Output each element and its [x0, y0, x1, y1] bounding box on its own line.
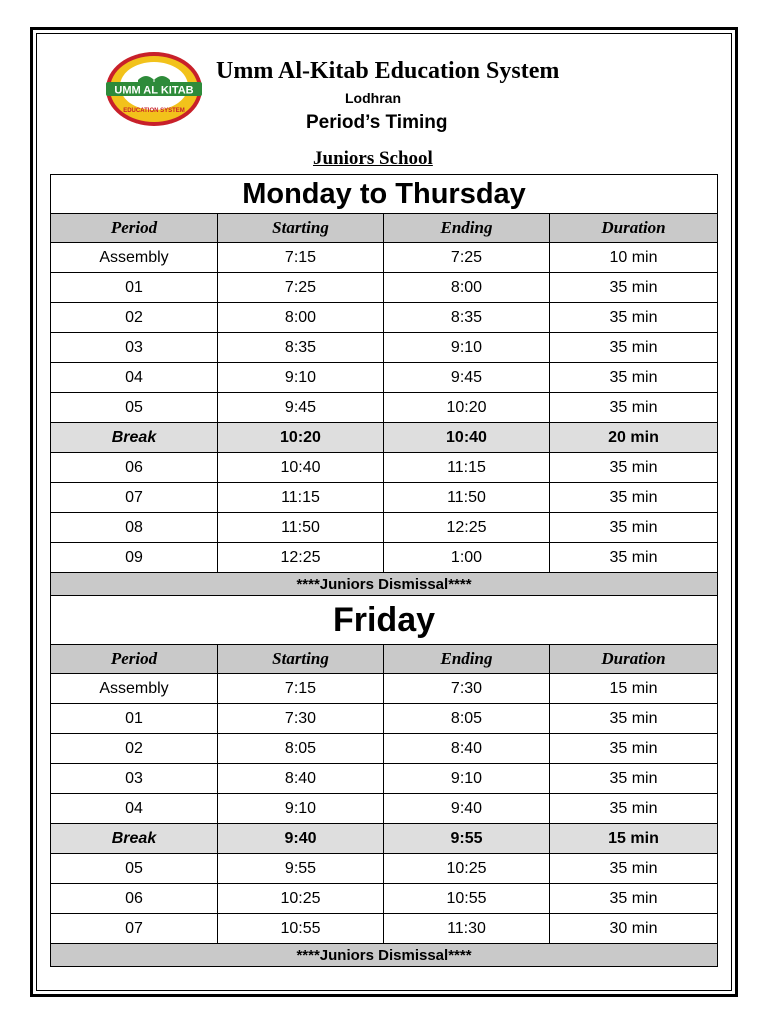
ending-cell: 12:25 — [384, 513, 550, 543]
table-row — [51, 303, 718, 333]
ending-cell: 9:10 — [384, 333, 550, 363]
period-cell: 05 — [51, 854, 218, 884]
period-cell: 01 — [51, 273, 218, 303]
duration-cell: 35 min — [550, 734, 718, 764]
table-row — [51, 764, 718, 794]
starting-cell: 10:20 — [218, 423, 384, 453]
ending-cell: 10:25 — [384, 854, 550, 884]
table-row — [51, 704, 718, 734]
day-heading: Monday to Thursday — [51, 175, 718, 214]
ending-cell: 9:10 — [384, 764, 550, 794]
period-cell: 08 — [51, 513, 218, 543]
section-title: Juniors School — [313, 148, 433, 169]
table-row — [51, 854, 718, 884]
dismissal-row — [51, 573, 718, 596]
starting-cell: 8:40 — [218, 764, 384, 794]
period-cell: 03 — [51, 333, 218, 363]
ending-cell: 8:35 — [384, 303, 550, 333]
duration-cell: 35 min — [550, 764, 718, 794]
period-cell: Break — [51, 423, 218, 453]
starting-cell: 7:25 — [218, 273, 384, 303]
ending-cell: 8:40 — [384, 734, 550, 764]
school-name: Umm Al-Kitab Education System — [216, 58, 560, 84]
duration-cell: 35 min — [550, 273, 718, 303]
column-header-duration: Duration — [550, 214, 718, 243]
document-title: Period’s Timing — [306, 112, 448, 133]
table-row — [51, 674, 718, 704]
column-header-ending: Ending — [384, 645, 550, 674]
starting-cell: 8:35 — [218, 333, 384, 363]
table-row — [51, 794, 718, 824]
ending-cell: 10:20 — [384, 393, 550, 423]
starting-cell: 9:10 — [218, 794, 384, 824]
starting-cell: 9:55 — [218, 854, 384, 884]
column-header-period: Period — [51, 645, 218, 674]
duration-cell: 15 min — [550, 824, 718, 854]
starting-cell: 9:45 — [218, 393, 384, 423]
table-row — [51, 483, 718, 513]
table-row — [51, 393, 718, 423]
period-cell: 03 — [51, 764, 218, 794]
table-row — [51, 884, 718, 914]
ending-cell: 11:15 — [384, 453, 550, 483]
break-row — [51, 423, 718, 453]
ending-cell: 7:30 — [384, 674, 550, 704]
table-row — [51, 513, 718, 543]
starting-cell: 8:00 — [218, 303, 384, 333]
column-header-starting: Starting — [218, 645, 384, 674]
period-cell: Break — [51, 824, 218, 854]
period-cell: 01 — [51, 704, 218, 734]
ending-cell: 1:00 — [384, 543, 550, 573]
ending-cell: 9:45 — [384, 363, 550, 393]
starting-cell: 9:40 — [218, 824, 384, 854]
duration-cell: 35 min — [550, 303, 718, 333]
day-heading-row — [51, 175, 718, 214]
dismissal-note: ****Juniors Dismissal**** — [51, 944, 718, 967]
period-cell: 07 — [51, 483, 218, 513]
table-row — [51, 453, 718, 483]
period-cell: Assembly — [51, 674, 218, 704]
table-row — [51, 243, 718, 273]
starting-cell: 9:10 — [218, 363, 384, 393]
duration-cell: 35 min — [550, 363, 718, 393]
starting-cell: 12:25 — [218, 543, 384, 573]
period-cell: 05 — [51, 393, 218, 423]
school-logo — [102, 50, 206, 128]
period-cell: 02 — [51, 303, 218, 333]
city-name: Lodhran — [345, 90, 401, 106]
table-row — [51, 543, 718, 573]
table-row — [51, 734, 718, 764]
duration-cell: 15 min — [550, 674, 718, 704]
starting-cell: 11:15 — [218, 483, 384, 513]
starting-cell: 7:15 — [218, 674, 384, 704]
period-cell: 09 — [51, 543, 218, 573]
ending-cell: 7:25 — [384, 243, 550, 273]
duration-cell: 35 min — [550, 513, 718, 543]
duration-cell: 10 min — [550, 243, 718, 273]
ending-cell: 9:55 — [384, 824, 550, 854]
ending-cell: 10:55 — [384, 884, 550, 914]
document-header — [0, 0, 768, 175]
duration-cell: 35 min — [550, 453, 718, 483]
column-header-period: Period — [51, 214, 218, 243]
ending-cell: 11:50 — [384, 483, 550, 513]
ending-cell: 9:40 — [384, 794, 550, 824]
duration-cell: 30 min — [550, 914, 718, 944]
duration-cell: 35 min — [550, 794, 718, 824]
period-cell: Assembly — [51, 243, 218, 273]
table-row — [51, 273, 718, 303]
duration-cell: 35 min — [550, 483, 718, 513]
timetable-body — [51, 175, 718, 967]
column-header-duration: Duration — [550, 645, 718, 674]
period-cell: 07 — [51, 914, 218, 944]
duration-cell: 20 min — [550, 423, 718, 453]
table-row — [51, 914, 718, 944]
logo-text: UMM AL KITAB — [114, 84, 194, 97]
starting-cell: 10:40 — [218, 453, 384, 483]
table-row — [51, 363, 718, 393]
duration-cell: 35 min — [550, 543, 718, 573]
starting-cell: 7:30 — [218, 704, 384, 734]
period-cell: 02 — [51, 734, 218, 764]
duration-cell: 35 min — [550, 854, 718, 884]
starting-cell: 7:15 — [218, 243, 384, 273]
ending-cell: 8:00 — [384, 273, 550, 303]
starting-cell: 8:05 — [218, 734, 384, 764]
starting-cell: 10:25 — [218, 884, 384, 914]
day-heading: Friday — [51, 596, 718, 645]
ending-cell: 11:30 — [384, 914, 550, 944]
column-header-row — [51, 645, 718, 674]
column-header-starting: Starting — [218, 214, 384, 243]
logo-subtext: EDUCATION SYSTEM — [123, 108, 185, 114]
ending-cell: 10:40 — [384, 423, 550, 453]
starting-cell: 11:50 — [218, 513, 384, 543]
period-cell: 04 — [51, 363, 218, 393]
duration-cell: 35 min — [550, 704, 718, 734]
column-header-row — [51, 214, 718, 243]
period-cell: 06 — [51, 884, 218, 914]
break-row — [51, 824, 718, 854]
ending-cell: 8:05 — [384, 704, 550, 734]
table-row — [51, 333, 718, 363]
dismissal-row — [51, 944, 718, 967]
day-heading-row — [51, 596, 718, 645]
duration-cell: 35 min — [550, 393, 718, 423]
starting-cell: 10:55 — [218, 914, 384, 944]
timetable — [50, 174, 718, 967]
period-cell: 06 — [51, 453, 218, 483]
period-cell: 04 — [51, 794, 218, 824]
duration-cell: 35 min — [550, 884, 718, 914]
duration-cell: 35 min — [550, 333, 718, 363]
column-header-ending: Ending — [384, 214, 550, 243]
dismissal-note: ****Juniors Dismissal**** — [51, 573, 718, 596]
